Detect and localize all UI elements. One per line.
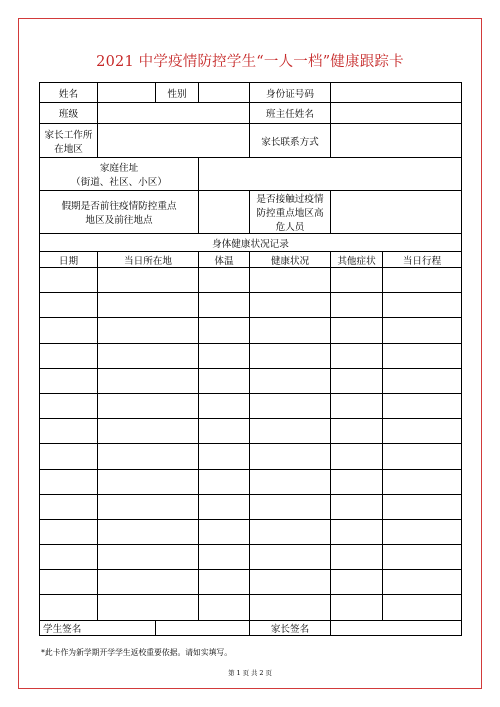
record-cell-location[interactable] [98,570,199,595]
class-label: 班级 [40,103,98,124]
record-cell-location[interactable] [98,318,199,343]
record-cell-location[interactable] [98,343,199,368]
parent-contact-field[interactable] [331,124,462,158]
record-cell-location[interactable] [98,293,199,318]
record-cell-location[interactable] [98,444,199,469]
record-cell-date[interactable] [40,368,98,393]
record-cell-temperature[interactable] [199,570,250,595]
contact-field[interactable] [331,191,462,234]
record-cell-symptoms[interactable] [331,318,383,343]
col-header-location: 当日所在地 [98,252,199,268]
record-cell-date[interactable] [40,469,98,494]
record-cell-health[interactable] [250,494,331,519]
record-cell-health[interactable] [250,519,331,544]
record-cell-health[interactable] [250,469,331,494]
record-cell-health[interactable] [250,293,331,318]
record-cell-date[interactable] [40,419,98,444]
record-cell-temperature[interactable] [199,393,250,418]
record-cell-temperature[interactable] [199,545,250,570]
record-cell-location[interactable] [98,595,199,620]
parent-work-field[interactable] [98,124,250,158]
record-cell-temperature[interactable] [199,368,250,393]
col-header-date: 日期 [40,252,98,268]
col-header-symptoms: 其他症状 [331,252,383,268]
name-field[interactable] [98,83,156,103]
record-cell-health[interactable] [250,268,331,293]
record-cell-symptoms[interactable] [331,570,383,595]
record-row [40,393,462,418]
record-cell-temperature[interactable] [199,419,250,444]
record-cell-date[interactable] [40,343,98,368]
id-number-field[interactable] [331,83,462,103]
record-cell-symptoms[interactable] [331,293,383,318]
col-header-health: 健康状况 [250,252,331,268]
record-cell-itinerary[interactable] [383,343,462,368]
record-cell-temperature[interactable] [199,268,250,293]
record-row [40,469,462,494]
gender-field[interactable] [199,83,250,103]
record-column-headers [40,252,462,268]
gender-label: 性别 [156,83,199,103]
record-cell-itinerary[interactable] [383,368,462,393]
parent-sign-field[interactable] [331,620,462,635]
class-field[interactable] [98,103,250,124]
record-cell-itinerary[interactable] [383,293,462,318]
record-row [40,293,462,318]
contact-label: 是否接触过疫情 防控重点地区高 危人员 [250,191,331,234]
record-cell-date[interactable] [40,393,98,418]
record-cell-symptoms[interactable] [331,268,383,293]
record-cell-location[interactable] [98,419,199,444]
student-sign-field[interactable] [156,620,250,635]
record-cell-temperature[interactable] [199,469,250,494]
record-cell-symptoms[interactable] [331,545,383,570]
record-cell-location[interactable] [98,393,199,418]
record-cell-health[interactable] [250,444,331,469]
record-cell-symptoms[interactable] [331,419,383,444]
record-cell-date[interactable] [40,570,98,595]
record-cell-date[interactable] [40,268,98,293]
record-row [40,570,462,595]
note-text: *此卡作为新学期开学学生返校重要依据。请如实填写。 [41,648,233,657]
record-cell-date[interactable] [40,293,98,318]
record-cell-date[interactable] [40,444,98,469]
col-header-itinerary: 当日行程 [383,252,462,268]
record-cell-health[interactable] [250,318,331,343]
record-cell-health[interactable] [250,393,331,418]
record-cell-symptoms[interactable] [331,368,383,393]
record-cell-date[interactable] [40,545,98,570]
record-cell-itinerary[interactable] [383,268,462,293]
record-cell-date[interactable] [40,318,98,343]
record-cell-date[interactable] [40,519,98,544]
record-row [40,343,462,368]
row-parent [40,124,462,158]
travel-label: 假期是否前往疫情防控重点 地区及前往地点 [40,191,199,234]
record-cell-location[interactable] [98,494,199,519]
record-cell-health[interactable] [250,570,331,595]
row-travel [40,191,462,234]
record-cell-location[interactable] [98,469,199,494]
record-cell-symptoms[interactable] [331,519,383,544]
record-cell-temperature[interactable] [199,318,250,343]
record-row [40,519,462,544]
record-cell-symptoms[interactable] [331,494,383,519]
record-row [40,545,462,570]
record-cell-location[interactable] [98,545,199,570]
health-tracking-form [39,82,462,636]
row-signatures [40,620,462,635]
record-cell-temperature[interactable] [199,343,250,368]
record-cell-health[interactable] [250,545,331,570]
health-record-heading: 身体健康状况记录 [40,234,462,252]
record-cell-temperature[interactable] [199,494,250,519]
record-cell-symptoms[interactable] [331,393,383,418]
page-title: 2021 中学疫情防控学生“一人一档”健康跟踪卡 [96,54,404,70]
record-cell-temperature[interactable] [199,595,250,620]
record-cell-health[interactable] [250,419,331,444]
record-cell-itinerary[interactable] [383,595,462,620]
record-cell-temperature[interactable] [199,293,250,318]
record-cell-date[interactable] [40,494,98,519]
record-cell-location[interactable] [98,268,199,293]
parent-sign-label: 家长签名 [250,620,331,635]
record-cell-location[interactable] [98,519,199,544]
record-row [40,268,462,293]
record-cell-health[interactable] [250,595,331,620]
record-cell-itinerary[interactable] [383,469,462,494]
row-class [40,103,462,124]
student-sign-label: 学生签名 [40,620,156,635]
record-cell-itinerary[interactable] [383,419,462,444]
record-cell-health[interactable] [250,368,331,393]
record-cell-symptoms[interactable] [331,595,383,620]
travel-field[interactable] [199,191,250,234]
address-label: 家庭住址 （街道、社区、小区） [40,158,199,191]
row-health-record-header [40,234,462,252]
parent-work-label: 家长工作所 在地区 [40,124,98,158]
page-footer: 第 1 页 共 2 页 [228,669,272,677]
head-teacher-label: 班主任姓名 [250,103,331,124]
record-cell-health[interactable] [250,343,331,368]
record-cell-itinerary[interactable] [383,494,462,519]
parent-contact-label: 家长联系方式 [250,124,331,158]
record-cell-location[interactable] [98,368,199,393]
record-cell-symptoms[interactable] [331,343,383,368]
name-label: 姓名 [40,83,98,103]
record-cell-itinerary[interactable] [383,519,462,544]
row-name [40,83,462,103]
id-number-label: 身份证号码 [250,83,331,103]
record-row [40,368,462,393]
record-row [40,419,462,444]
record-cell-temperature[interactable] [199,444,250,469]
record-cell-itinerary[interactable] [383,393,462,418]
record-cell-temperature[interactable] [199,519,250,544]
head-teacher-field[interactable] [331,103,462,124]
row-address [40,158,462,191]
record-cell-itinerary[interactable] [383,570,462,595]
record-cell-itinerary[interactable] [383,545,462,570]
record-cell-symptoms[interactable] [331,469,383,494]
address-field[interactable] [199,158,462,191]
record-row [40,494,462,519]
record-row [40,318,462,343]
record-cell-symptoms[interactable] [331,444,383,469]
record-cell-date[interactable] [40,595,98,620]
record-cell-itinerary[interactable] [383,444,462,469]
col-header-temperature: 体温 [199,252,250,268]
record-row [40,595,462,620]
record-row [40,444,462,469]
record-cell-itinerary[interactable] [383,318,462,343]
